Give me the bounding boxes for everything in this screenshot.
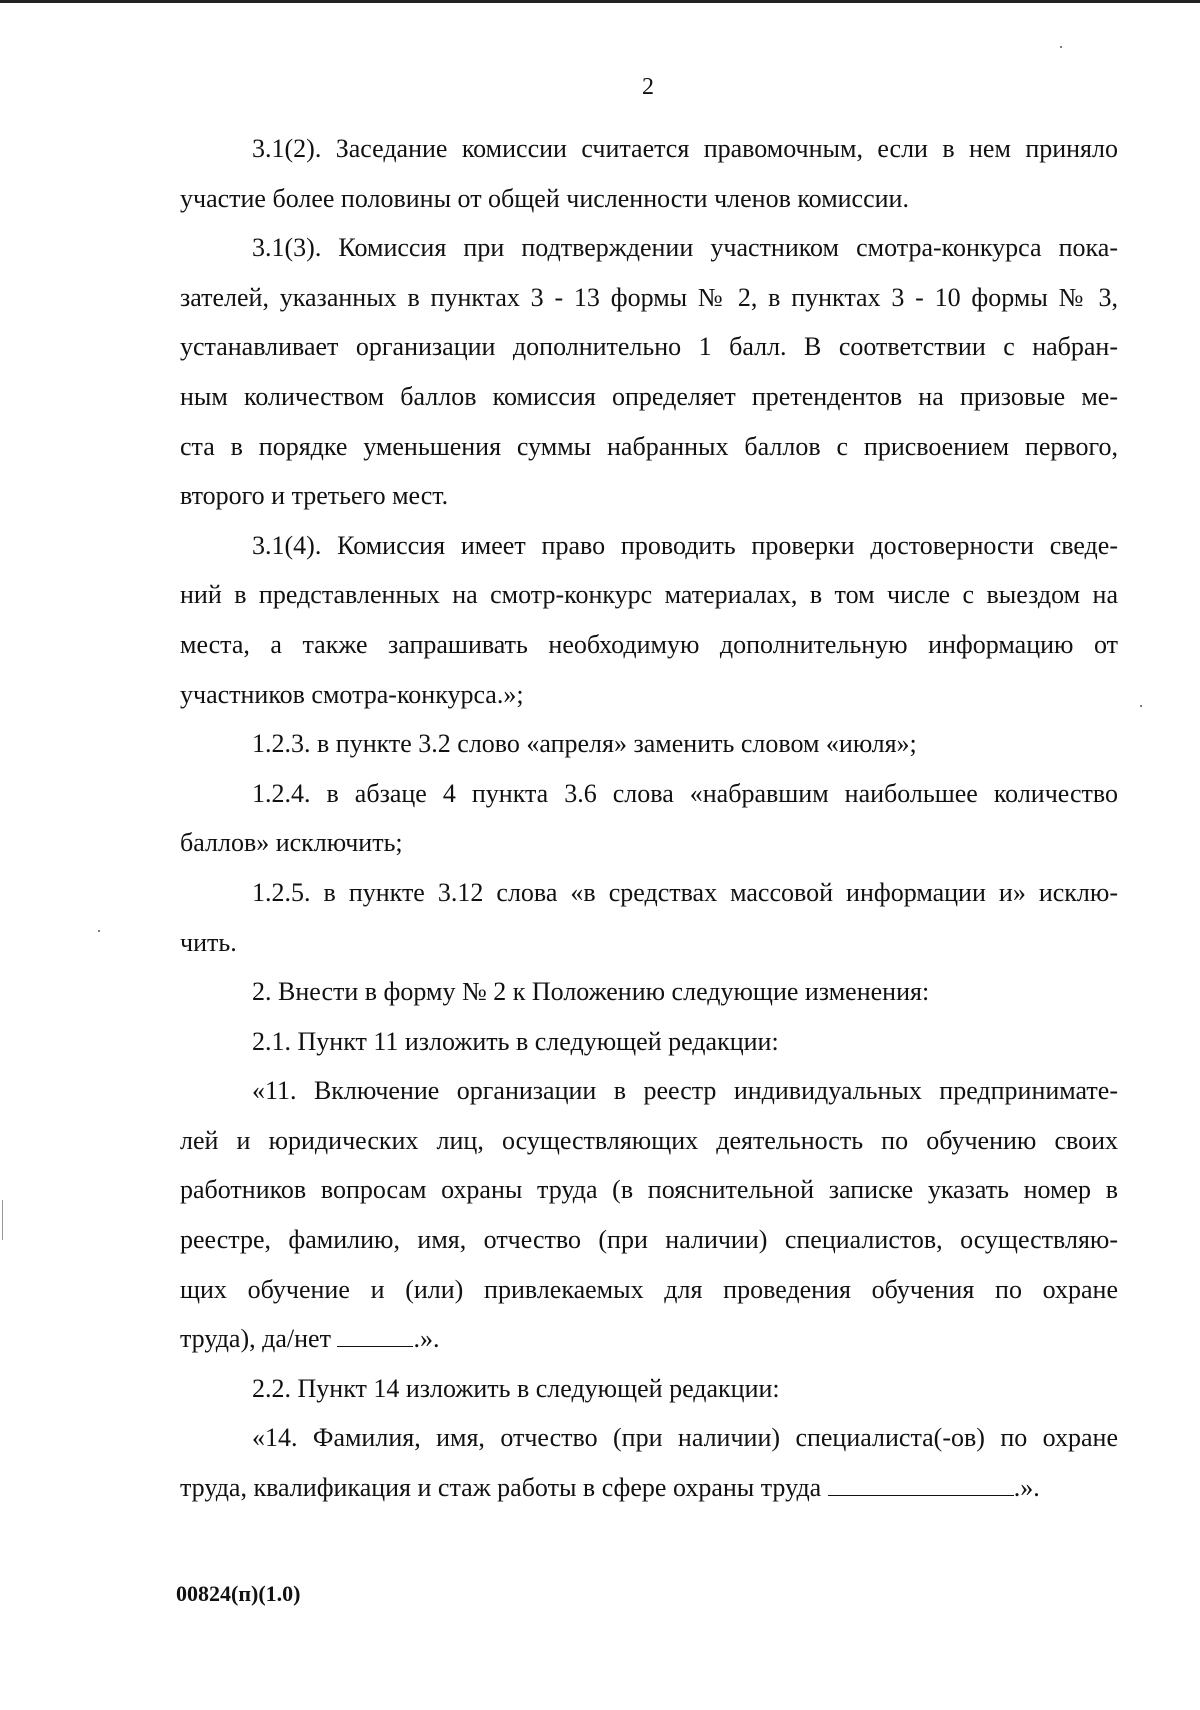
text-fragment: труда), да/нет [180,1324,338,1354]
text-fragment: .». [1013,1473,1040,1503]
paragraph-3-1-4 [180,521,1118,719]
fill-in-blank-line [337,1324,413,1347]
text-line: чить. [180,927,237,957]
text-line: 3.1(3). Комиссия при подтверждении участником смотра-конкурса пока- [252,233,1118,263]
text-line: 2.1. Пункт 11 изложить в следующей редакции: [252,1026,779,1056]
text-line-with-blank [180,1314,1118,1364]
text-line: 3.1(4). Комиссия имеет право проводить проверки достоверности сведе- [252,530,1118,560]
text-line: 1.2.4. в абзаце 4 пункта 3.6 слова «набравшим наибольшее количество [252,778,1118,808]
top-border-line [0,0,1200,3]
document-body [180,124,1118,1513]
text-line: участие более половины от общей численности членов комиссии. [180,183,909,213]
text-line: 3.1(2). Заседание комиссии считается правомочным, если в нем приняло [252,134,1118,163]
text-line: участников смотра-конкурса.»; [180,679,524,709]
text-line: устанавливает организации дополнительно 1 балл. В соответствии с набран- [180,332,1118,362]
text-line: 2. Внести в форму № 2 к Положению следующие изменения: [252,977,930,1007]
text-line: ным количеством баллов комиссия определяет претендентов на призовые ме- [180,381,1118,411]
paragraph-2 [180,967,1118,1017]
paragraph-2-2 [180,1364,1118,1414]
text-line-with-blank [180,1463,1118,1513]
paragraph-1-2-5 [180,868,1118,967]
paragraph-3-1-3 [180,223,1118,521]
text-line: лей и юридических лиц, осуществляющих деятельность по обучению своих [180,1125,1118,1155]
scan-speck [1140,705,1142,707]
text-fragment: .». [413,1324,440,1354]
fill-in-blank-line [828,1473,1014,1496]
scan-speck [98,930,100,932]
paragraph-item-11 [180,1066,1118,1364]
text-fragment: труда, квалификация и стаж работы в сфере охраны труда [180,1473,828,1503]
page-number: 2 [642,74,654,100]
text-line: 1.2.5. в пункте 3.12 слова «в средствах массовой информации и» исклю- [252,877,1118,907]
paragraph-1-2-3 [180,719,1118,769]
text-line: 1.2.3. в пункте 3.2 слово «апреля» заменить словом «июля»; [252,729,917,759]
paragraph-2-1 [180,1017,1118,1067]
document-code: 00824(п)(1.0) [176,1581,301,1606]
text-line: 2.2. Пункт 14 изложить в следующей редакции: [252,1373,780,1403]
text-line: работников вопросам охраны труда (в пояснительной записке указать номер в [180,1175,1118,1205]
text-line: ста в порядке уменьшения суммы набранных баллов с присвоением первого, [180,431,1118,461]
scan-speck [1060,46,1062,48]
text-line: ний в представленных на смотр-конкурс материалах, в том числе с выездом на [180,580,1118,610]
text-line: «11. Включение организации в реестр индивидуальных предпринимате- [252,1076,1118,1106]
text-line: второго и третьего мест. [180,481,449,511]
text-line: места, а также запрашивать необходимую дополнительную информацию от [180,629,1118,659]
paragraph-item-14 [180,1413,1118,1512]
text-line: баллов» исключить; [180,828,403,858]
paragraph-1-2-4 [180,769,1118,868]
scan-edge-mark [2,1200,3,1240]
text-line: зателей, указанных в пунктах 3 - 13 формы № 2, в пунктах 3 - 10 формы № 3, [180,282,1118,312]
text-line: реестре, фамилию, имя, отчество (при наличии) специалистов, осуществляю- [180,1225,1118,1255]
text-line: «14. Фамилия, имя, отчество (при наличии) специалиста(-ов) по охране [252,1423,1118,1453]
paragraph-3-1-2 [180,124,1118,223]
text-line: щих обучение и (или) привлекаемых для проведения обучения по охране [180,1274,1118,1304]
